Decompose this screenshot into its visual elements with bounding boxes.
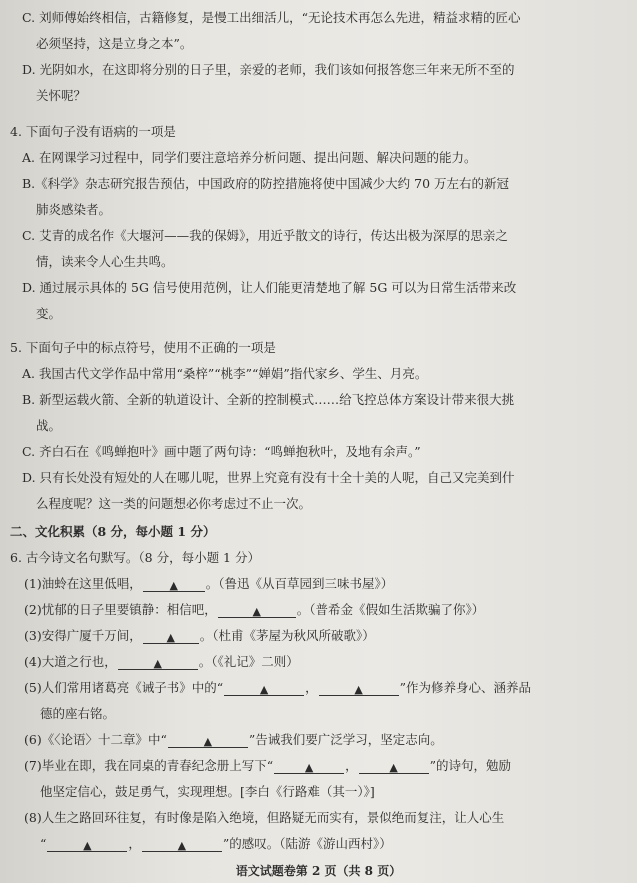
option-5b-line1: B. 新型运载火箭、全新的轨道设计、全新的控制模式……给飞控总体方案设计带来很大挑 (22, 392, 515, 407)
answer-blank-8a[interactable]: ▲ (47, 837, 127, 852)
option-5d-line2: 么程度呢？这一类的问题想必你考虑过不止一次。 (36, 496, 312, 511)
answer-blank-7b[interactable]: ▲ (359, 759, 429, 774)
answer-blank-4[interactable]: ▲ (118, 655, 198, 670)
question-4-stem: 4. 下面句子没有语病的一项是 (10, 124, 176, 139)
fill-item-5-line1: (5)人们常用诸葛亮《诫子书》中的“ ▲ ， ▲ ”作为修养身心、涵养品 (24, 680, 532, 696)
option-5c: C. 齐白石在《鸣蝉抱叶》画中题了两句诗：“鸣蝉抱秋叶，及地有余声。” (22, 444, 421, 459)
option-4b-line1: B.《科学》杂志研究报告预估，中国政府的防控措施将使中国减少大约 70 万左右的新冠 (22, 176, 510, 191)
fill-item-3: (3)安得广厦千万间， ▲ 。（杜甫《茅屋为秋风所破歌》） (24, 628, 375, 644)
option-4d-line1: D. 通过展示具体的 5G 信号使用范例，让人们能更清楚地了解 5G 可以为日常生活带来改 (22, 280, 517, 295)
option-3c-line1: C. 刘师傅始终相信，古籍修复，是慢工出细活儿，“无论技术再怎么先进，精益求精的匠心 (22, 10, 521, 25)
fill-item-2: (2)忧郁的日子里要镇静：相信吧， ▲ 。（普希金《假如生活欺骗了你》） (24, 602, 485, 618)
option-4d-line2: 变。 (36, 306, 62, 321)
answer-blank-5a[interactable]: ▲ (224, 681, 304, 696)
question-5-stem: 5. 下面句子中的标点符号，使用不正确的一项是 (10, 340, 276, 355)
option-4c-line2: 情，读来令人心生共鸣。 (36, 254, 174, 269)
option-4c-line1: C. 艾青的成名作《大堰河——我的保姆》，用近乎散文的诗行，传达出极为深厚的思亲之 (22, 228, 508, 243)
question-6-stem: 6. 古今诗文名句默写。（8 分，每小题 1 分） (10, 550, 260, 565)
fill-item-8-line2: “ ▲ ， ▲ ”的感叹。（陆游《游山西村》） (40, 836, 392, 852)
answer-blank-2[interactable]: ▲ (218, 603, 296, 618)
answer-blank-1[interactable]: ▲ (143, 577, 205, 592)
option-3d-line1: D. 光阴如水，在这即将分别的日子里，亲爱的老师，我们该如何报答您三年来无所不至的 (22, 62, 515, 77)
option-5a: A. 我国古代文学作品中常用“桑梓”“桃李”“婵娟”指代家乡、学生、月亮。 (22, 366, 428, 381)
option-5d-line1: D. 只有长处没有短处的人在哪儿呢，世界上究竟有没有十全十美的人呢，自己又完美到什 (22, 470, 515, 485)
fill-item-6: (6)《〈论语〉十二章》中“ ▲ ”告诫我们要广泛学习，坚定志向。 (24, 732, 443, 748)
option-4a: A. 在网课学习过程中，同学们要注意培养分析问题、提出问题、解决问题的能力。 (22, 150, 477, 165)
fill-item-8-line1: (8)人生之路回环往复，有时像是陷入绝境，但路疑无而实有，景似绝而复注，让人心生 (24, 810, 505, 825)
fill-item-5-line2: 德的座右铭。 (40, 706, 116, 721)
answer-blank-6[interactable]: ▲ (168, 733, 248, 748)
fill-item-7-line2: 他坚定信心，鼓足勇气，实现理想。[李白《行路难（其一）》] (40, 784, 375, 799)
option-5b-line2: 战。 (36, 418, 62, 433)
fill-item-4: (4)大道之行也， ▲ 。（《礼记》二则） (24, 654, 299, 670)
fill-item-7-line1: (7)毕业在即，我在同桌的青春纪念册上写下“ ▲ ， ▲ ”的诗句，勉励 (24, 758, 512, 774)
answer-blank-5b[interactable]: ▲ (319, 681, 399, 696)
section-2-heading: 二、文化积累（8 分，每小题 1 分） (10, 524, 216, 539)
fill-item-1: (1)油蛉在这里低唱， ▲ 。（鲁迅《从百草园到三味书屋》） (24, 576, 394, 592)
answer-blank-8b[interactable]: ▲ (142, 837, 222, 852)
answer-blank-7a[interactable]: ▲ (274, 759, 344, 774)
option-3d-line2: 关怀呢？ (36, 88, 87, 103)
page-footer: 语文试题卷第 2 页（共 8 页） (235, 864, 402, 878)
option-3c-line2: 必须坚持，这是立身之本”。 (36, 36, 193, 51)
answer-blank-3[interactable]: ▲ (143, 629, 199, 644)
option-4b-line2: 肺炎感染者。 (36, 202, 112, 217)
